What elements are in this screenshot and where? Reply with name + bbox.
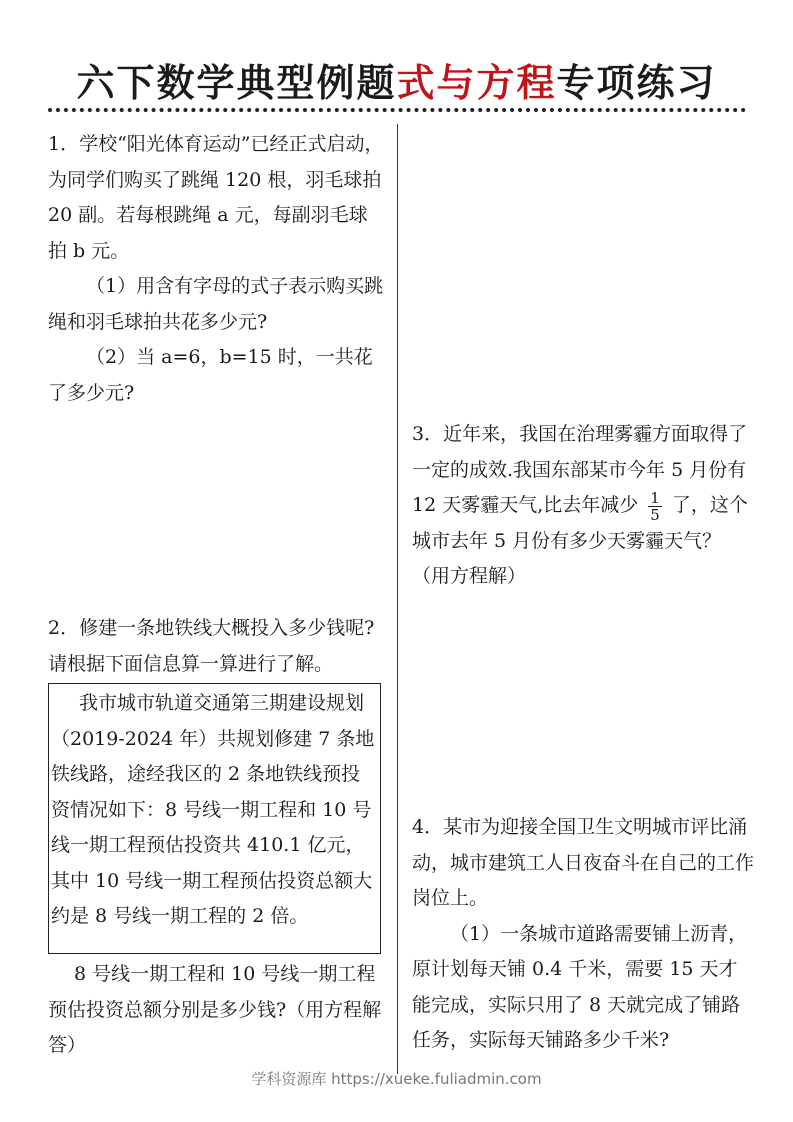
question-3-before: 3．近年来，我国在治理雾霾方面取得了一定的成效.我国东部某市今年 5 月份有 12 天雾霾天气,比去年减少 xyxy=(412,423,748,516)
title-part-1: 六下数学典型例题 xyxy=(76,61,397,105)
question-1-part-2: （2）当 a=6，b=15 时，一共花了多少元? xyxy=(48,346,373,404)
title-accent: 式与方程 xyxy=(396,61,557,105)
question-2-stem: 2．修建一条地铁线大概投入多少钱呢?请根据下面信息算一算进行了解。 xyxy=(48,617,375,675)
question-1-part-1: （1）用含有字母的式子表示购买跳绳和羽毛球拍共花多少元? xyxy=(48,275,384,333)
question-1-stem: 1．学校“阳光体育运动”已经正式启动，为同学们购买了跳绳 120 根，羽毛球拍 20 副。若每根跳绳 a 元，每副羽毛球拍 b 元。 xyxy=(48,133,384,262)
question-3-text xyxy=(412,417,754,595)
question-4 xyxy=(412,810,754,1059)
question-3-after: 了，这个城市去年 5 月份有多少天雾霾天气？（用方程解） xyxy=(412,494,748,587)
question-3 xyxy=(412,417,754,595)
footer-watermark: 学科资源库 https://xueke.fuliadmin.com xyxy=(251,1070,542,1088)
question-4-stem: 4．某市为迎接全国卫生文明城市评比涌动，城市建筑工人日夜奋斗在自己的工作岗位上。 xyxy=(412,816,755,909)
column-divider xyxy=(397,124,398,1074)
question-4-part-1: （1）一条城市道路需要铺上沥青，原计划每天铺 0.4 千米，需要 15 天才能完成，实际只用了 8 天就完成了铺路任务，实际每天铺路多少千米? xyxy=(412,922,748,1051)
info-box-text: 我市城市轨道交通第三期建设规划（2019-2024 年）共规划修建 7 条地铁线路，途经我区的 2 条地铁线预投资情况如下：8 号线一期工程和 10 号线一期工程预估投资共 410.1 亿元，其中 10 号线一期工程预估投资总额大约是 8 号线一期工程的 2 倍。 xyxy=(51,692,375,927)
info-box xyxy=(48,683,381,954)
question-2 xyxy=(48,611,384,682)
fraction xyxy=(648,490,662,523)
title-part-3: 专项练习 xyxy=(556,61,717,105)
question-1 xyxy=(48,127,384,411)
page-title xyxy=(0,52,793,107)
question-2-ask xyxy=(48,957,384,1064)
dotted-divider xyxy=(48,108,746,112)
question-2-question: 8 号线一期工程和 10 号线一期工程预估投资总额分别是多少钱?（用方程解答） xyxy=(48,963,382,1056)
fraction-denominator: 5 xyxy=(650,505,660,524)
fraction-numerator: 1 xyxy=(650,488,660,507)
